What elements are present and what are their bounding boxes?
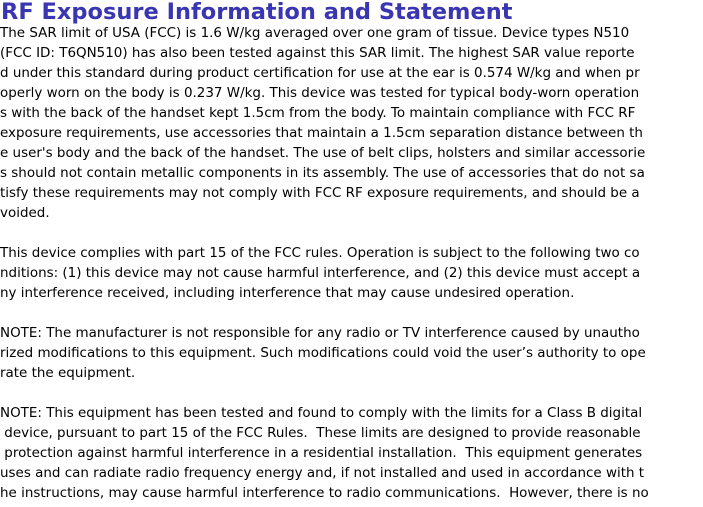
body-line: tisfy these requirements may not comply with FCC RF exposure requirements, and should be a <box>0 185 640 201</box>
body-line: nditions: (1) this device may not cause harmful interference, and (2) this device must accept a <box>0 265 641 281</box>
body-line: ny interference received, including interference that may cause undesired operation. <box>0 285 575 301</box>
body-line: e user's body and the back of the handset. The use of belt clips, holsters and similar accessorie <box>0 145 646 161</box>
body-line: s should not contain metallic components in its assembly. The use of accessories that do not sa <box>0 165 645 181</box>
body-line: device, pursuant to part 15 of the FCC Rules. These limits are designed to provide reasonable <box>0 425 641 441</box>
body-line: s with the back of the handset kept 1.5cm from the body. To maintain compliance with FCC RF <box>0 105 636 121</box>
body-line: he instructions, may cause harmful interference to radio communications. However, there is no <box>0 485 649 501</box>
body-line: rized modifications to this equipment. Such modifications could void the user’s authority to ope <box>0 345 646 361</box>
body-line: uses and can radiate radio frequency energy and, if not installed and used in accordance with t <box>0 465 645 481</box>
body-line: The SAR limit of USA (FCC) is 1.6 W/kg averaged over one gram of tissue. Device types N510 <box>0 25 630 41</box>
body-line: NOTE: This equipment has been tested and found to comply with the limits for a Class B digital <box>0 405 643 421</box>
body-line: d under this standard during product certification for use at the ear is 0.574 W/kg and when pr <box>0 65 640 81</box>
body-line: voided. <box>0 205 50 221</box>
body-line: This device complies with part 15 of the FCC rules. Operation is subject to the following two co <box>0 245 640 261</box>
body-line: NOTE: The manufacturer is not responsible for any radio or TV interference caused by unautho <box>0 325 640 341</box>
body-line: (FCC ID: T6QN510) has also been tested against this SAR limit. The highest SAR value reporte <box>0 45 635 61</box>
body-line: rate the equipment. <box>0 365 136 381</box>
body-line: exposure requirements, use accessories that maintain a 1.5cm separation distance between th <box>0 125 643 141</box>
page-title: RF Exposure Information and Statement <box>1 0 513 25</box>
body-line: operly worn on the body is 0.237 W/kg. This device was tested for typical body-worn operation <box>0 85 640 101</box>
body-line: protection against harmful interference in a residential installation. This equipment generates <box>0 445 643 461</box>
